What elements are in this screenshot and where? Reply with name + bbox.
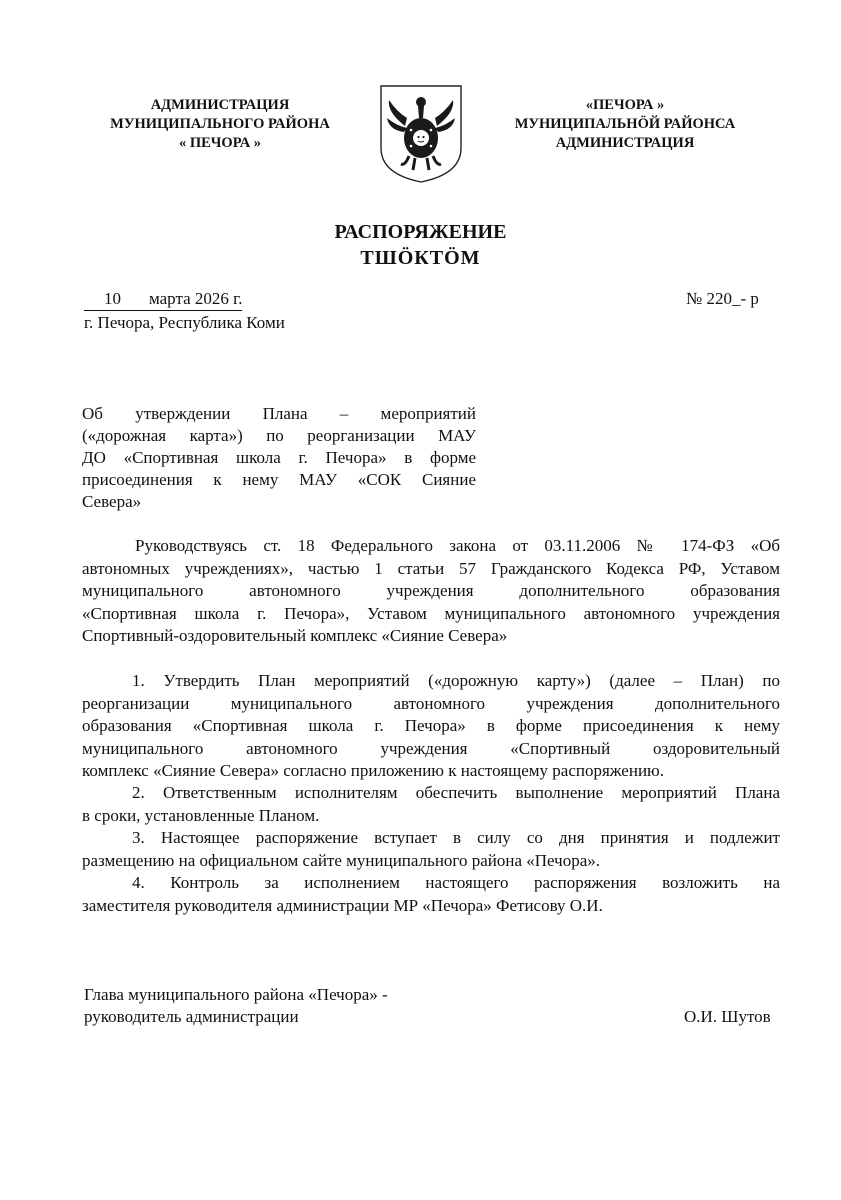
document-number: № 220_- р [686, 289, 759, 308]
item-line: 4. Контроль за исполнением настоящего распоряжения возложить на [132, 873, 780, 892]
header-left-line: АДМИНИСТРАЦИЯ [150, 97, 290, 113]
document-date [84, 288, 242, 311]
header-right-line: «ПЕЧОРА » [585, 97, 665, 113]
header-right-block [470, 96, 780, 153]
preamble-line: автономных учреждениях», частью 1 статьи 57 Гражданского Кодекса РФ, Уставом [82, 558, 780, 578]
document-title: РАСПОРЯЖЕНИЕ [334, 221, 507, 243]
document-title-komi: ТШÖКТÖМ [360, 247, 481, 269]
signatory-position-line: Глава муниципального района «Печора» - [84, 985, 388, 1004]
item-line: 1. Утвердить План мероприятий («дорожную карту») (далее – План) по [132, 671, 780, 690]
item-line: образования «Спортивная школа г. Печора» в форме присоединения к нему [82, 716, 780, 735]
item-line: заместителя руководителя администрации МР «Печора» Фетисову О.И. [82, 895, 603, 915]
item-3-paragraph [82, 827, 780, 872]
item-line: 3. Настоящее распоряжение вступает в силу со дня принятия и подлежит [132, 828, 780, 847]
subject-line: Севера» [82, 492, 142, 511]
date-day: 10 [84, 288, 135, 311]
header-right-line: МУНИЦИПАЛЬНÖЙ РАЙОНСА [514, 116, 736, 132]
subject-line: («дорожная карта») по реорганизации МАУ [82, 426, 476, 445]
signatory-position-line: руководитель администрации [84, 1007, 299, 1026]
item-line: в сроки, установленные Планом. [82, 805, 320, 825]
subject-line: ДО «Спортивная школа г. Печора» в форме [82, 448, 476, 467]
header-left-line: МУНИЦИПАЛЬНОГО РАЙОНА [110, 116, 330, 132]
preamble-line: «Спортивная школа г. Печора», Уставом муниципального автономного учреждения [82, 603, 780, 623]
header-left-line: « ПЕЧОРА » [178, 135, 262, 151]
item-line: реорганизации муниципального автономного учреждения дополнительного [82, 693, 780, 713]
signatory-name: О.И. Шутов [684, 1007, 771, 1026]
preamble-line: муниципального автономного учреждения дополнительного образования [82, 581, 780, 600]
subject-line: присоединения к нему МАУ «СОК Сияние [82, 470, 476, 489]
item-1-paragraph [82, 670, 780, 783]
item-line: размещению на официальном сайте муниципального района «Печора». [82, 850, 600, 870]
item-line: муниципального автономного учреждения «Спортивный оздоровительный [82, 738, 780, 758]
preamble-line: Спортивный-оздоровительный комплекс «Сияние Севера» [82, 626, 508, 645]
item-line: комплекс «Сияние Севера» согласно приложению к настоящему распоряжению. [82, 761, 665, 780]
signatory-position [84, 984, 388, 1028]
item-2-paragraph [82, 782, 780, 827]
preamble-paragraph [82, 535, 780, 648]
document-subject [82, 403, 476, 513]
date-rest: марта 2026 г. [135, 288, 242, 311]
preamble-line: Руководствуясь ст. 18 Федерального закона от 03.11.2006 № 174-ФЗ «Об [135, 536, 780, 555]
coat-of-arms-icon [377, 82, 465, 184]
document-place: г. Печора, Республика Коми [84, 313, 285, 332]
item-4-paragraph [82, 872, 780, 917]
item-line: 2. Ответственным исполнителям обеспечить выполнение мероприятий Плана [132, 783, 780, 802]
header-right-line: АДМИНИСТРАЦИЯ [555, 135, 695, 151]
subject-line: Об утверждении Плана – мероприятий [82, 404, 476, 423]
header-left-block [60, 96, 380, 153]
